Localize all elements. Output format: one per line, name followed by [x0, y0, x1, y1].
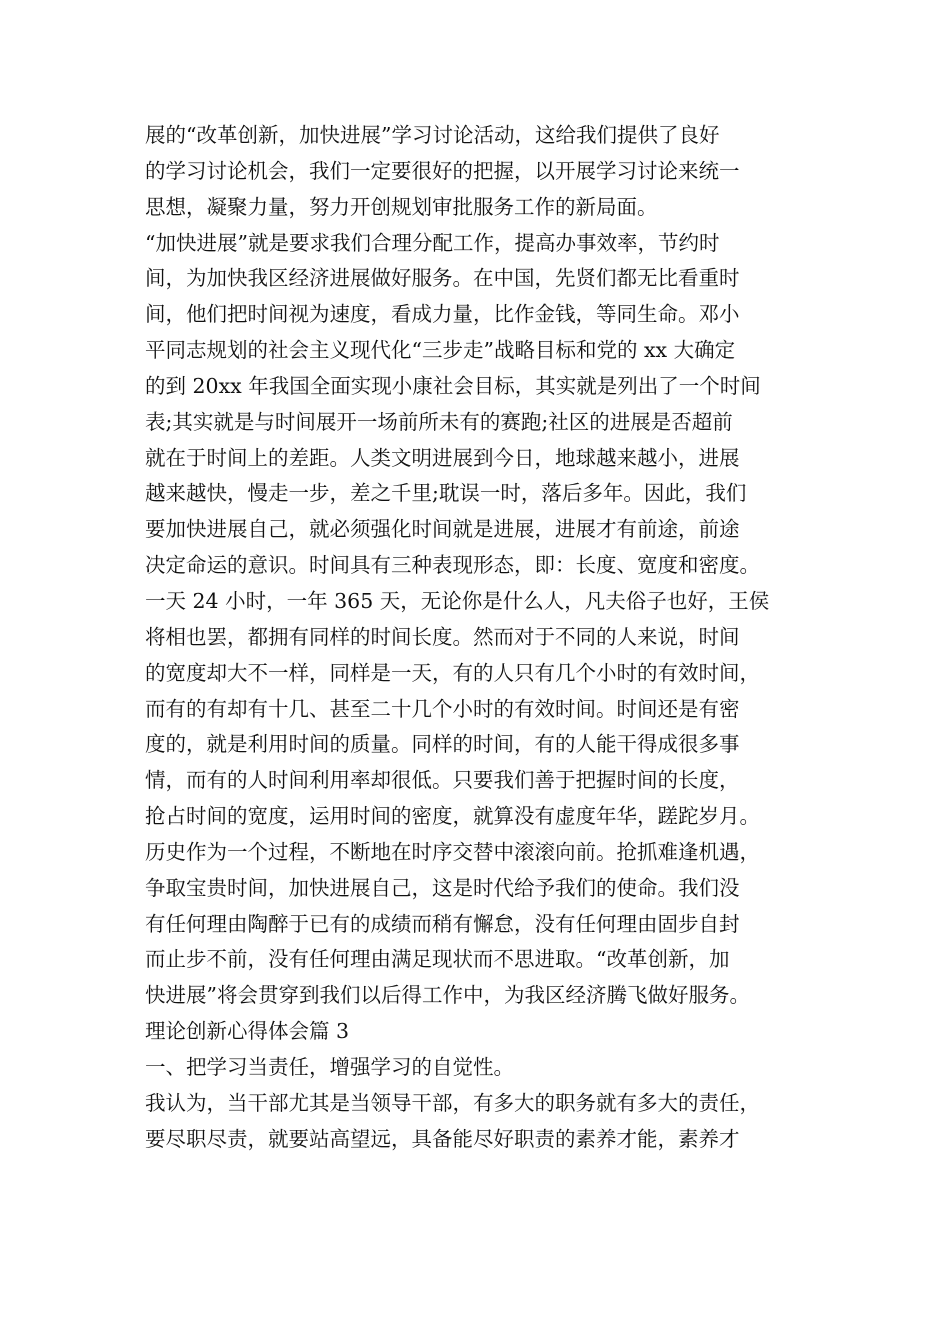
text-line: 就在于时间上的差距。人类文明进展到今日，地球越来越小，进展 [145, 445, 740, 470]
text-line: 的到 20xx 年我国全面实现小康社会目标，其实就是列出了一个时间 [145, 373, 761, 398]
text-line: 快进展”将会贯穿到我们以后得工作中，为我区经济腾飞做好服务。 [145, 983, 750, 1008]
text-line: 越来越快，慢走一步，差之千里;耽误一时，落后多年。因此，我们 [145, 481, 747, 506]
text-line: 平同志规划的社会主义现代化“三步走”战略目标和党的 xx 大确定 [145, 338, 736, 363]
text-line: 要加快进展自己，就必须强化时间就是进展，进展才有前途，前途 [145, 517, 740, 542]
text-line: 抢占时间的宽度，运用时间的密度，就算没有虚度年华，蹉跎岁月。 [145, 804, 760, 829]
text-line: 要尽职尽责，就要站高望远，具备能尽好职责的素养才能，素养才 [145, 1126, 740, 1151]
text-line: 展的“改革创新，加快进展”学习讨论活动，这给我们提供了良好 [145, 123, 720, 147]
document-body [145, 118, 845, 1157]
text-line: 间，他们把时间视为速度，看成力量，比作金钱，等同生命。邓小 [145, 302, 740, 327]
text-line: 历史作为一个过程，不断地在时序交替中滚滚向前。抢抓难逢机遇， [145, 839, 760, 864]
text-line: 一天 24 小时，一年 365 天，无论你是什么人，凡夫俗子也好，王侯 [145, 588, 770, 613]
text-line: 度的，就是利用时间的质量。同样的时间，有的人能干得成很多事 [145, 732, 740, 757]
text-line: 有任何理由陶醉于已有的成绩而稍有懈怠，没有任何理由固步自封 [145, 911, 740, 936]
text-line: 将相也罢，都拥有同样的时间长度。然而对于不同的人来说，时间 [145, 624, 740, 649]
text-line: 争取宝贵时间，加快进展自己，这是时代给予我们的使命。我们没 [145, 875, 740, 900]
text-line: 而有的有却有十几、甚至二十几个小时的有效时间。时间还是有密 [145, 696, 740, 721]
text-line: 而止步不前，没有任何理由满足现状而不思进取。“改革创新，加 [145, 947, 730, 972]
text-line: 决定命运的意识。时间具有三种表现形态，即：长度、宽度和密度。 [145, 553, 760, 578]
text-line: “加快进展”就是要求我们合理分配工作，提高办事效率，节约时 [145, 230, 720, 255]
text-line: 思想，凝聚力量，努力开创规划审批服务工作的新局面。 [145, 194, 658, 219]
text-line: 情，而有的人时间利用率却很低。只要我们善于把握时间的长度， [145, 768, 740, 793]
section-heading: 理论创新心得体会篇 3 [145, 1019, 350, 1044]
text-line: 的宽度却大不一样，同样是一天，有的人只有几个小时的有效时间， [145, 660, 760, 685]
text-line: 我认为，当干部尤其是当领导干部，有多大的职务就有多大的责任， [145, 1090, 760, 1115]
text-line: 的学习讨论机会，我们一定要很好的把握，以开展学习讨论来统一 [145, 158, 740, 183]
text-line: 表;其实就是与时间展开一场前所未有的赛跑;社区的进展是否超前 [145, 409, 733, 434]
text-line: 间，为加快我区经济进展做好服务。在中国，先贤们都无比看重时 [145, 266, 740, 291]
text-line: 一、把学习当责任，增强学习的自觉性。 [145, 1054, 514, 1079]
